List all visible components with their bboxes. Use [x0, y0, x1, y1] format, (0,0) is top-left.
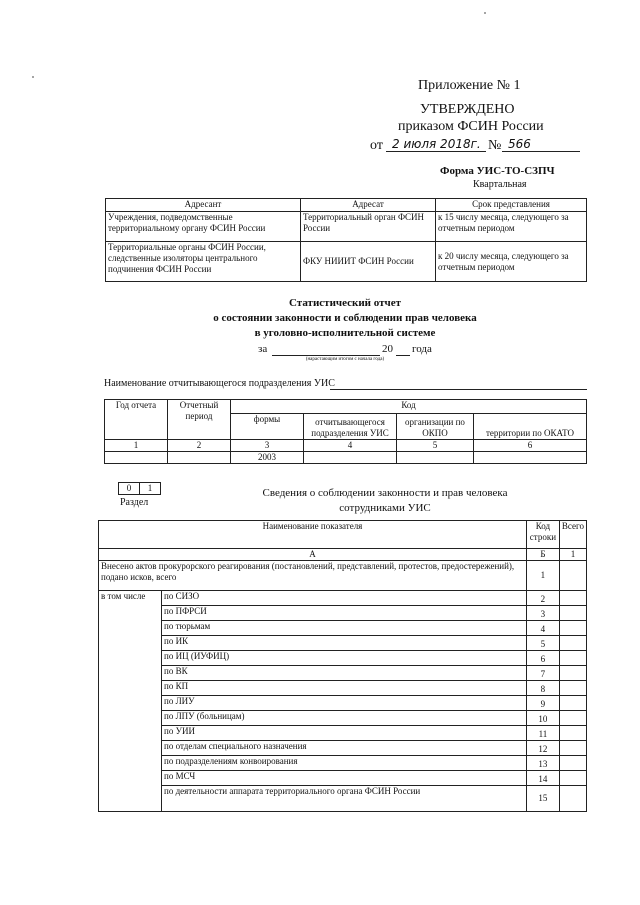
main-row-code: 6 — [526, 651, 559, 666]
main-row-total — [559, 591, 586, 606]
main-row-code: 8 — [526, 681, 559, 696]
year-word: года — [412, 343, 432, 355]
report-title-line: о состоянии законности и соблюдении прав человека — [213, 312, 477, 324]
code-col-year: Год отчета — [105, 400, 168, 440]
main-row-label: по МСЧ — [162, 771, 527, 786]
year-blank-line — [396, 355, 410, 356]
address-header-deadline: Срок представления — [436, 199, 587, 212]
reporting-unit-label: Наименование отчитывающегося подразделения УИС — [104, 378, 335, 389]
address-header-recipient: Адресат — [301, 199, 436, 212]
scan-speck — [484, 12, 486, 14]
code-num: 1 — [105, 440, 168, 452]
main-row-label: по тюрьмам — [162, 621, 527, 636]
section-title-line: сотрудниками УИС — [339, 502, 431, 514]
date-handwritten: 2 июля 2018г. — [392, 137, 481, 151]
main-row-total — [559, 756, 586, 771]
year-prefix: 20 — [382, 343, 393, 355]
code-value-form: 2003 — [231, 452, 304, 464]
main-row-label: по деятельности аппарата территориального органа ФСИН России — [162, 786, 527, 812]
code-value-okato — [474, 452, 587, 464]
main-row-label: по СИЗО — [162, 591, 527, 606]
main-row-total — [559, 621, 586, 636]
main-row-label: по отделам специального назначения — [162, 741, 527, 756]
main-row-label: по ЛИУ — [162, 696, 527, 711]
report-title — [130, 296, 560, 341]
code-value-period — [168, 452, 231, 464]
report-title-line: Статистический отчет — [288, 297, 402, 309]
main-row-total — [559, 696, 586, 711]
main-row-code: 10 — [526, 711, 559, 726]
scan-speck — [32, 76, 34, 78]
main-row-total — [559, 711, 586, 726]
main-row-label: по ПФРСИ — [162, 606, 527, 621]
main-row-total — [559, 636, 586, 651]
main-letter-a: А — [99, 549, 527, 561]
main-col-total: Всего — [559, 521, 586, 549]
main-in-that-number: в том числе — [99, 591, 162, 812]
code-num: 6 — [474, 440, 587, 452]
main-row-code: 5 — [526, 636, 559, 651]
main-row-total — [559, 651, 586, 666]
address-cell: Территориальный орган ФСИН России — [301, 212, 436, 242]
code-num: 3 — [231, 440, 304, 452]
main-row-code: 12 — [526, 741, 559, 756]
main-row-label: по ИЦ (ИУФИЦ) — [162, 651, 527, 666]
date-prefix: от — [370, 138, 383, 153]
form-code: Форма УИС-ТО-СЗПЧ — [440, 165, 555, 177]
approved-label: УТВЕРЖДЕНО — [420, 102, 515, 117]
code-value-unit — [304, 452, 397, 464]
main-row1-text: Внесено актов прокурорского реагирования (постановлений, представлений, протестов, предостережений), подано исков, всего — [99, 561, 527, 591]
section-title-line: Сведения о соблюдении законности и прав человека — [262, 487, 508, 499]
main-col-name: Наименование показателя — [99, 521, 527, 549]
section-title — [240, 486, 530, 516]
main-num-1: 1 — [559, 549, 586, 561]
code-col-period: Отчетный период — [168, 400, 231, 440]
report-za: за — [258, 343, 268, 355]
address-table — [105, 198, 587, 282]
section-digit: 0 — [119, 483, 140, 495]
code-sub: отчитывающегося подразделения УИС — [304, 414, 397, 440]
code-col-code: Код — [231, 400, 587, 414]
report-title-line: в уголовно-исполнительной системе — [254, 327, 436, 339]
main-row-code: 3 — [526, 606, 559, 621]
form-period: Квартальная — [473, 179, 527, 190]
code-value-year — [105, 452, 168, 464]
address-header-sender: Адресант — [106, 199, 301, 212]
reporting-unit-line — [330, 389, 587, 390]
main-col-code: Код строки — [526, 521, 559, 549]
main-row-total — [559, 681, 586, 696]
code-table — [104, 399, 587, 464]
main-row-label: по КП — [162, 681, 527, 696]
code-num: 4 — [304, 440, 397, 452]
period-blank-line — [272, 355, 380, 356]
main-row-code: 9 — [526, 696, 559, 711]
address-cell: Учреждения, подведомственные территориальному органу ФСИН России — [106, 212, 301, 242]
section-label: Раздел — [120, 497, 149, 508]
main-row1-total — [559, 561, 586, 591]
main-table — [98, 520, 587, 812]
main-row-total — [559, 606, 586, 621]
main-row-label: по подразделениям конвоирования — [162, 756, 527, 771]
main-row-code: 4 — [526, 621, 559, 636]
section-code-boxes — [118, 482, 161, 495]
order-label: приказом ФСИН России — [398, 119, 544, 134]
main-letter-b: Б — [526, 549, 559, 561]
address-cell: к 20 числу месяца, следующего за отчетным периодом — [436, 242, 587, 282]
main-row-code: 2 — [526, 591, 559, 606]
section-digit: 1 — [140, 483, 161, 495]
appendix-label: Приложение № 1 — [418, 78, 521, 93]
date-underline — [386, 151, 486, 152]
code-sub: формы — [231, 414, 304, 440]
main-row-code: 7 — [526, 666, 559, 681]
main-row-code: 14 — [526, 771, 559, 786]
main-row-total — [559, 771, 586, 786]
main-row-total — [559, 741, 586, 756]
number-underline — [502, 151, 580, 152]
code-value-okpo — [397, 452, 474, 464]
code-num: 2 — [168, 440, 231, 452]
main-row-code: 13 — [526, 756, 559, 771]
main-row-label: по ВК — [162, 666, 527, 681]
address-cell: к 15 числу месяца, следующего за отчетным периодом — [436, 212, 587, 242]
main-row-total — [559, 666, 586, 681]
main-row1-code: 1 — [526, 561, 559, 591]
main-row-code: 15 — [526, 786, 559, 812]
main-row-label: по ЛПУ (больницам) — [162, 711, 527, 726]
main-row-total — [559, 726, 586, 741]
code-sub: организации по ОКПО — [397, 414, 474, 440]
main-row-total — [559, 786, 586, 812]
main-row-code: 11 — [526, 726, 559, 741]
report-note: (нарастающим итогом с начала года) — [305, 357, 385, 362]
number-label: № — [488, 138, 502, 153]
code-num: 5 — [397, 440, 474, 452]
number-handwritten: 566 — [508, 137, 531, 151]
address-cell: Территориальные органы ФСИН России, следственные изоляторы центрального подчинения ФСИН России — [106, 242, 301, 282]
main-row-label: по ИК — [162, 636, 527, 651]
address-cell: ФКУ НИИИТ ФСИН России — [301, 242, 436, 282]
code-sub: территории по ОКАТО — [474, 414, 587, 440]
main-row-label: по УИИ — [162, 726, 527, 741]
